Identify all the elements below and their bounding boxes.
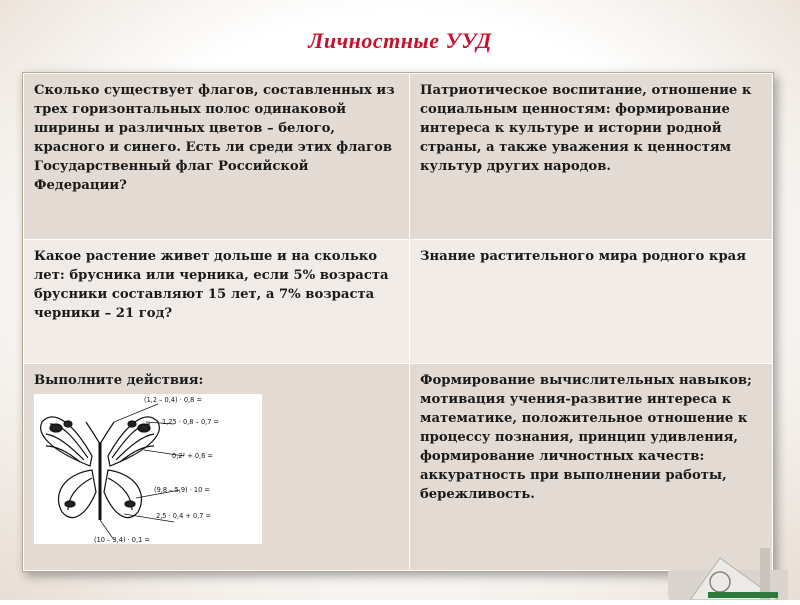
expression-label: 2,5 · 0,4 + 0,7 = (156, 512, 212, 520)
outcome-cell: Патриотическое воспитание, отношение к социальным ценностям: формирование интереса к культуре и истории родной страны, а также уважения к ценностям культур других народов. (410, 74, 773, 240)
task-cell: Сколько существует флагов, составленных из трех горизонтальных полос одинаковой ширины и различных цветов – белого, красного и синего. Есть ли среди этих флагов Государственный флаг Российской Федерации? (24, 74, 410, 240)
task-cell: Какое растение живет дольше и на сколько лет: брусника или черника, если 5% возраста брусники составляют 15 лет, а 7% возраста черники – 21 год? (24, 240, 410, 364)
task-cell-text: Выполните действия: (34, 373, 204, 388)
expression-label: 0,2² + 0,6 = (172, 452, 213, 460)
table-row (24, 74, 773, 240)
butterfly-worksheet-icon (34, 394, 262, 544)
table-row (24, 240, 773, 364)
ruler-compass-decoration-icon (660, 540, 800, 600)
uud-table (22, 72, 774, 572)
task-cell-with-figure (24, 364, 410, 571)
expression-label: (1,2 – 0,4) · 0,8 = (144, 396, 203, 404)
butterfly-svg (34, 394, 262, 544)
expression-label: 1,25 · 0,8 – 0,7 = (162, 418, 220, 426)
slide-title: Личностные УУД (308, 28, 492, 53)
outcome-cell: Знание растительного мира родного края (410, 240, 773, 364)
outcome-cell: Формирование вычислительных навыков; мотивация учения-развитие интереса к математике, положительное отношение к процессу познания, принцип удивления, формирование личностных качеств: аккуратность при выполнении работы, бережливость. (410, 364, 773, 571)
expression-label: (10 – 3,4) · 0,1 = (94, 536, 150, 544)
uud-table-grid (23, 73, 773, 571)
expression-label: (9,8 – 5,9) · 10 = (154, 486, 210, 494)
